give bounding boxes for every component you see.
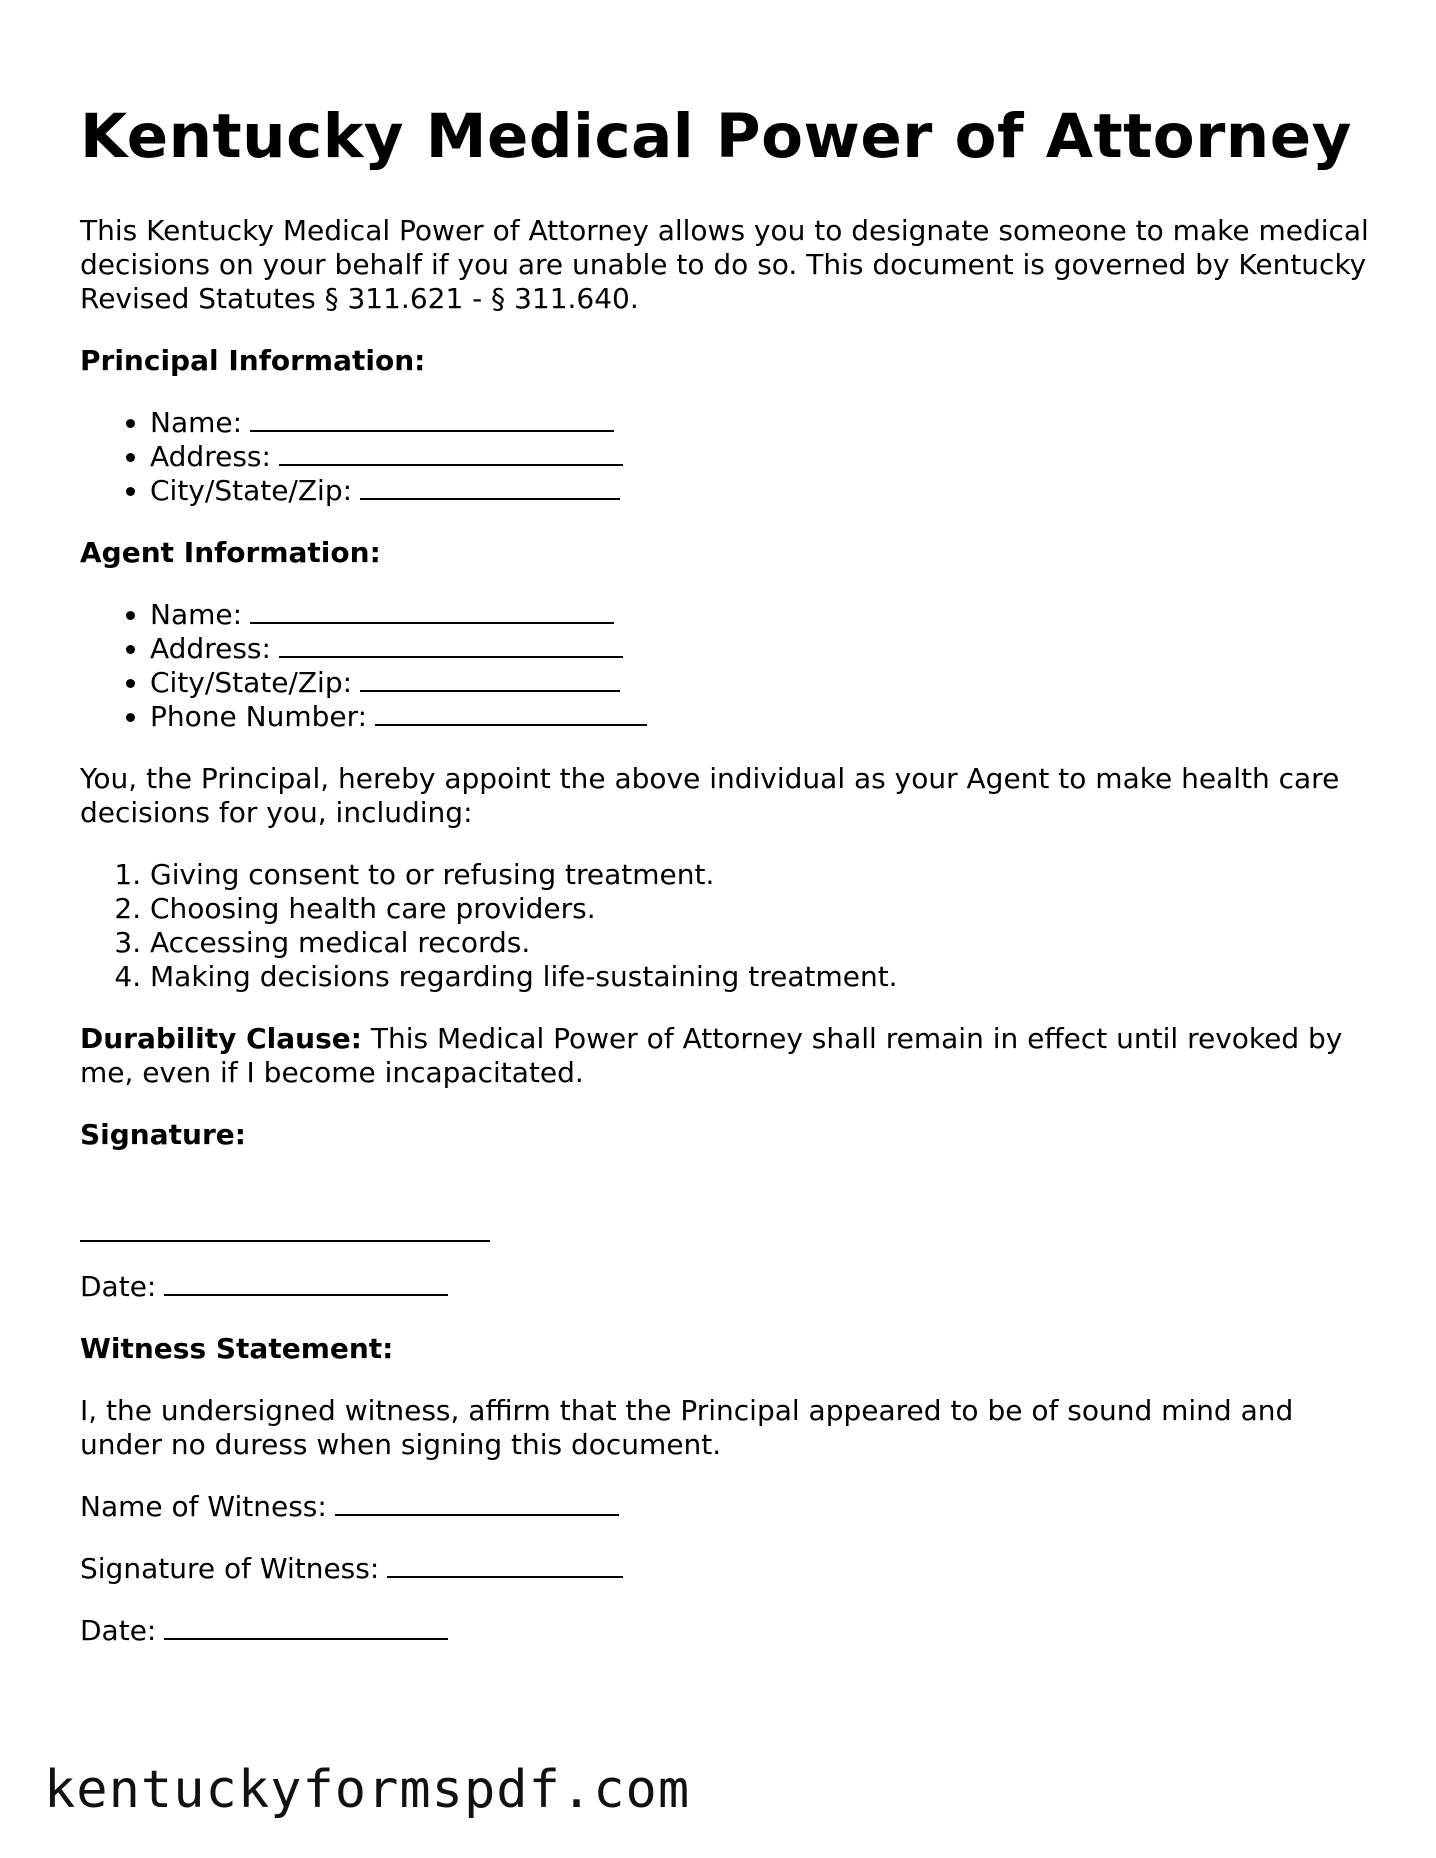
- agent-phone-blank[interactable]: [375, 700, 647, 726]
- agent-name-field[interactable]: [150, 598, 1370, 632]
- field-label: City/State/Zip:: [150, 474, 353, 507]
- signature-date-field[interactable]: [80, 1270, 1370, 1304]
- principal-city-field[interactable]: [150, 474, 1370, 508]
- agent-address-field[interactable]: [150, 632, 1370, 666]
- signature-area: [80, 1180, 1370, 1242]
- site-watermark: kentuckyformspdf.com: [44, 1760, 691, 1820]
- agent-name-blank[interactable]: [250, 598, 614, 624]
- principal-name-blank[interactable]: [250, 406, 614, 432]
- list-item: 4. Making decisions regarding life-sustaining treatment.: [150, 960, 1370, 994]
- field-label: Address:: [150, 632, 271, 665]
- principal-fields: [80, 406, 1370, 508]
- signature-date-blank[interactable]: [164, 1270, 448, 1296]
- list-item: 1. Giving consent to or refusing treatment.: [150, 858, 1370, 892]
- principal-signature-line[interactable]: [80, 1214, 490, 1242]
- signature-heading: Signature:: [80, 1118, 246, 1151]
- powers-list: [80, 858, 1370, 994]
- document-title: Kentucky Medical Power of Attorney: [80, 101, 1352, 172]
- principal-name-field[interactable]: [150, 406, 1370, 440]
- appoint-paragraph: You, the Principal, hereby appoint the above individual as your Agent to make health care decisions for you, including:: [80, 762, 1340, 829]
- witness-heading: Witness Statement:: [80, 1332, 394, 1365]
- principal-address-blank[interactable]: [279, 440, 623, 466]
- agent-heading: Agent Information:: [80, 536, 381, 569]
- field-label: Name:: [150, 598, 243, 631]
- document-page: [80, 100, 1370, 1676]
- field-label: Phone Number:: [150, 700, 368, 733]
- field-label: Date:: [80, 1270, 157, 1303]
- principal-heading: Principal Information:: [80, 344, 426, 377]
- principal-city-blank[interactable]: [360, 474, 620, 500]
- durability-clause: [80, 1022, 1370, 1090]
- witness-signature-field[interactable]: [80, 1552, 1370, 1586]
- witness-name-blank[interactable]: [335, 1490, 619, 1516]
- field-label: Address:: [150, 440, 271, 473]
- witness-statement: I, the undersigned witness, affirm that the Principal appeared to be of sound mind and under no duress when signing this document.: [80, 1394, 1294, 1461]
- field-label: Name:: [150, 406, 243, 439]
- witness-signature-blank[interactable]: [387, 1552, 623, 1578]
- field-label: Date:: [80, 1614, 157, 1647]
- field-label: Name of Witness:: [80, 1490, 327, 1523]
- list-item: 2. Choosing health care providers.: [150, 892, 1370, 926]
- agent-fields: [80, 598, 1370, 734]
- agent-city-blank[interactable]: [360, 666, 620, 692]
- field-label: Signature of Witness:: [80, 1552, 380, 1585]
- durability-text: This Medical Power of Attorney shall remain in effect until revoked by me, even if I become incapacitated.: [80, 1022, 1343, 1089]
- durability-label: Durability Clause:: [80, 1022, 362, 1055]
- list-item: 3. Accessing medical records.: [150, 926, 1370, 960]
- agent-address-blank[interactable]: [279, 632, 623, 658]
- principal-address-field[interactable]: [150, 440, 1370, 474]
- witness-date-blank[interactable]: [164, 1614, 448, 1640]
- agent-phone-field[interactable]: [150, 700, 1370, 734]
- witness-date-field[interactable]: [80, 1614, 1370, 1648]
- field-label: City/State/Zip:: [150, 666, 353, 699]
- agent-city-field[interactable]: [150, 666, 1370, 700]
- intro-paragraph: This Kentucky Medical Power of Attorney allows you to designate someone to make medical decisions on your behalf if you are unable to do so. This document is governed by Kentucky Revised Statutes § 311.621 - § 311.640.: [80, 214, 1369, 315]
- witness-name-field[interactable]: [80, 1490, 1370, 1524]
